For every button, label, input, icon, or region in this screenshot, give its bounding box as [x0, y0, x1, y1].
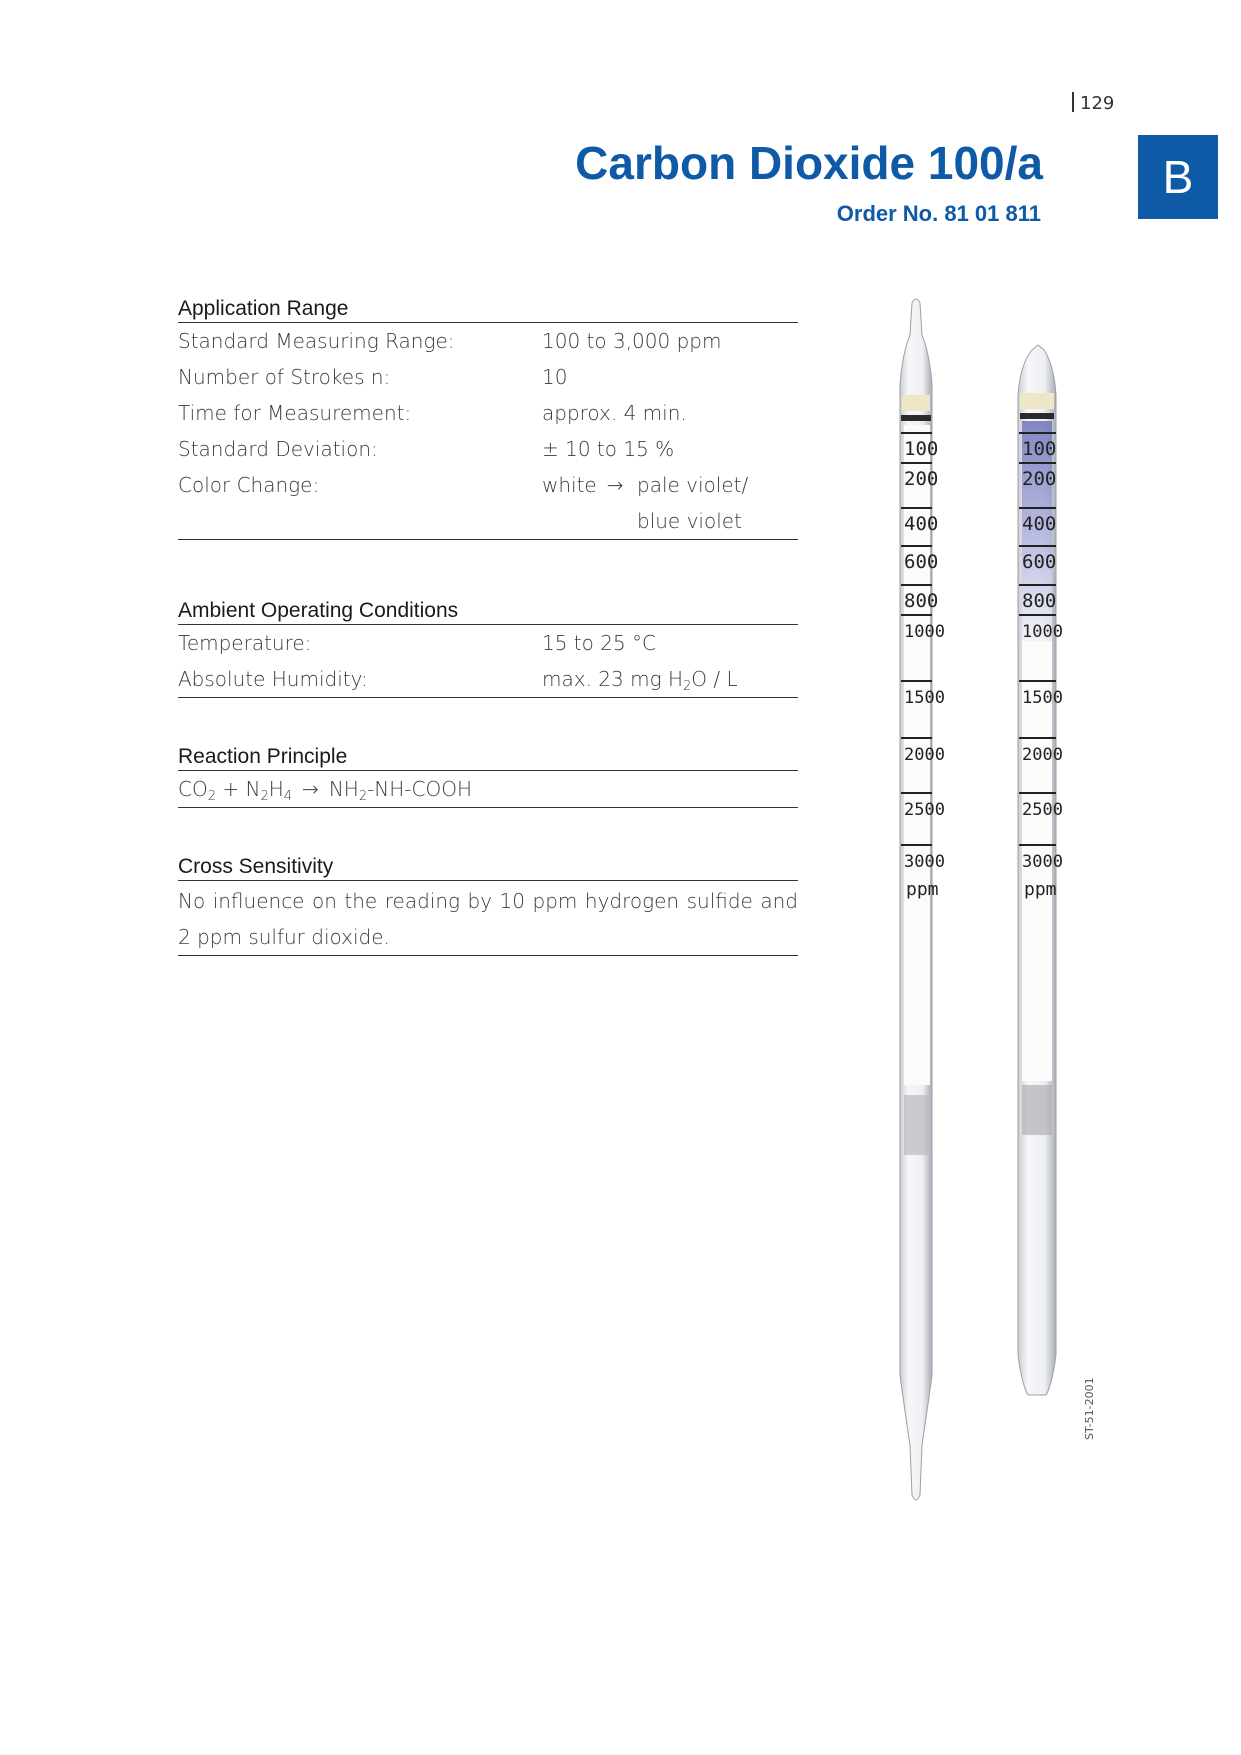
scale-label: 200 [1022, 468, 1057, 490]
scale-unit: ppm [1024, 879, 1057, 900]
reaction-principle-heading: Reaction Principle [178, 740, 798, 771]
scale-label: 100 [904, 438, 939, 460]
color-change-row-continued: blue violet [178, 503, 798, 540]
scale-label: 2500 [1022, 800, 1063, 820]
image-credit: ST-51-2001 [1083, 1377, 1096, 1440]
detector-tubes-image [860, 295, 1090, 1515]
specification-content [178, 292, 798, 956]
scale-label: 600 [1022, 551, 1057, 573]
spec-row: Standard Deviation: ± 10 to 15 % [178, 437, 675, 461]
scale-label: 600 [904, 551, 939, 573]
page-title: Carbon Dioxide 100/a [575, 137, 1043, 189]
scale-label: 1500 [904, 688, 945, 708]
order-number: Order No. 81 01 811 [836, 201, 1041, 226]
scale-unit: ppm [906, 879, 939, 900]
scale-label: 400 [1022, 513, 1057, 535]
scale-label: 2000 [1022, 745, 1063, 765]
scale-label: 1000 [1022, 622, 1063, 642]
scale-label: 800 [904, 590, 939, 612]
scale-label: 2500 [904, 800, 945, 820]
scale-label: 100 [1022, 438, 1057, 460]
scale-label: 2000 [904, 745, 945, 765]
page-number: 129 [1072, 92, 1114, 114]
ambient-conditions-heading: Ambient Operating Conditions [178, 594, 798, 625]
reaction-equation: $CO_2 + N_2H_4$ → $NH_2-NH$-COOH [178, 771, 798, 808]
scale-label: 1500 [1022, 688, 1063, 708]
scale-label: 400 [904, 513, 939, 535]
spec-row: Standard Measuring Range: 100 to 3,000 ppm [178, 329, 722, 353]
application-range-heading: Application Range [178, 292, 798, 323]
unused-tube [900, 299, 945, 1500]
used-tube [1018, 345, 1063, 1395]
scale-label: 3000 [904, 852, 945, 872]
spec-row: Temperature: 15 to 25 °C [178, 631, 657, 655]
scale-label: 800 [1022, 590, 1057, 612]
cross-sensitivity-heading: Cross Sensitivity [178, 850, 798, 881]
scale-label: 1000 [904, 622, 945, 642]
scale-label: 3000 [1022, 852, 1063, 872]
arrow-icon: → [606, 473, 624, 497]
scale-label: 200 [904, 468, 939, 490]
spec-row: Number of Strokes n: 10 [178, 365, 568, 389]
section-tab: B [1138, 135, 1218, 219]
arrow-icon: → [302, 777, 319, 801]
spec-row: Absolute Humidity: max. 23 mg $H_2O$ / L [178, 661, 798, 698]
cross-sensitivity-text: No influence on the reading by 10 ppm hydrogen sulfide and 2 ppm sulfur dioxide. [178, 883, 798, 956]
color-change-row: Color Change: white → pale violet/ [178, 467, 798, 503]
spec-row: Time for Measurement: approx. 4 min. [178, 401, 687, 425]
